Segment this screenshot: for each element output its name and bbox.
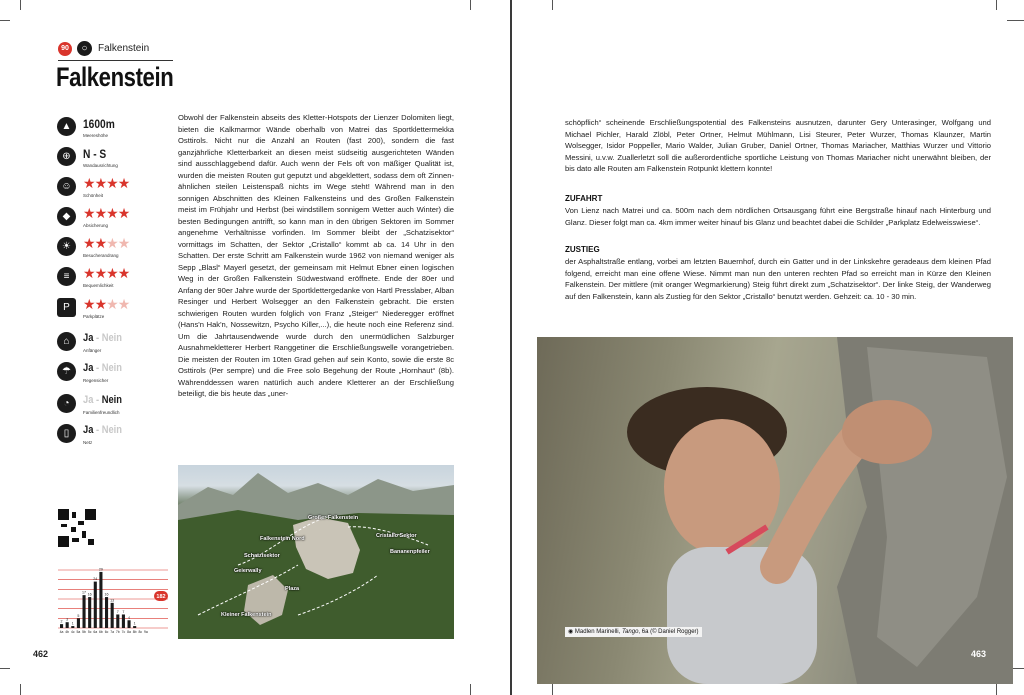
sofa-icon: ≡ xyxy=(57,267,76,286)
star-rating xyxy=(83,296,129,313)
x-tick-label: 8c xyxy=(138,630,143,634)
bar-value-label: 7 xyxy=(122,609,125,614)
star-icon: ★ xyxy=(106,175,118,191)
fact-caption: Schönheit xyxy=(83,193,104,198)
page-number: 462 xyxy=(33,649,49,659)
crop-mark xyxy=(470,684,471,695)
bar-value-label: 7 xyxy=(116,609,119,614)
bar xyxy=(133,626,136,628)
aerial-label: Großer Falkenstein xyxy=(308,515,359,521)
bar xyxy=(94,582,97,628)
bar xyxy=(71,626,74,628)
bar-value-label: 16 xyxy=(104,592,109,597)
fact-caption: Absicherung xyxy=(83,223,109,228)
fact-row xyxy=(57,424,167,452)
bar-value-label: 5 xyxy=(77,613,80,618)
fact-caption: Netz xyxy=(83,440,93,445)
x-tick-label: 8a xyxy=(127,630,131,634)
bar xyxy=(60,624,63,628)
aerial-photo xyxy=(178,465,454,639)
chapter-number-badge: 90 xyxy=(58,42,72,56)
separator: - xyxy=(93,332,102,344)
yes-label: Ja xyxy=(83,332,94,344)
fact-value: 1600m xyxy=(83,117,115,131)
crop-mark xyxy=(20,684,21,695)
fact-caption: Familienfreundlich xyxy=(83,410,120,415)
star-icon: ★ xyxy=(106,235,118,251)
star-icon: ★ xyxy=(106,205,118,221)
x-tick-label: 4b xyxy=(65,630,70,634)
yes-no-indicator xyxy=(83,362,122,374)
star-rating xyxy=(83,175,129,192)
grade-distribution-chart xyxy=(56,564,172,642)
no-label: Nein xyxy=(101,332,122,344)
fact-row xyxy=(57,362,167,390)
fact-row xyxy=(57,332,167,360)
bar xyxy=(105,597,108,628)
star-rating xyxy=(83,205,129,222)
star-icon: ★ xyxy=(83,265,95,281)
star-icon: ★ xyxy=(94,265,107,281)
yes-label: Ja xyxy=(83,394,94,406)
yes-no-indicator xyxy=(83,332,122,344)
crop-mark xyxy=(1007,20,1024,21)
star-icon: ★ xyxy=(117,235,130,251)
fact-row xyxy=(57,147,167,175)
rain-icon: ☂ xyxy=(57,362,76,381)
fact-row xyxy=(57,117,167,145)
section-text-zustieg: der Asphaltstraße entlang, vorbei am letzten Bauernhof, durch ein Gatter und in der Linkskehre geradeaus dem kleinen Pfad folgend, erreicht man eine offene Wiese. Nimmt man nun den unteren rechten Pfad so erreicht man in Kürze den Kleinen Falkenstein. Der mittlere (mit oranger Wegmarkierung) Steig führt direkt zum „Schatzisektor“. Der linke Steig, der Wanderweg auf den Falkenstein, kann als Zustieg für den Sektor „Cristallo“ benutzt werden. Gehzeit: ca. 10 - 30 min. xyxy=(565,257,991,301)
smiley-icon: ☺ xyxy=(57,177,76,196)
fact-value: N - S xyxy=(83,147,107,161)
globe-icon: ○ xyxy=(77,41,92,56)
section-heading-zustieg: ZUSTIEG xyxy=(565,245,600,254)
crop-mark xyxy=(552,684,553,695)
bar xyxy=(99,572,102,628)
stroller-icon: ◔ xyxy=(57,394,76,413)
aerial-label: Bananenpfeiler xyxy=(390,549,430,555)
star-icon: ★ xyxy=(94,296,107,312)
bar-value-label: 17 xyxy=(82,590,87,595)
breadcrumb: Falkenstein xyxy=(98,43,150,54)
bar xyxy=(88,597,91,628)
x-tick-label: 5c xyxy=(87,630,92,634)
star-icon: ★ xyxy=(83,296,95,312)
page-number: 463 xyxy=(971,649,987,659)
bar-value-label: 1 xyxy=(133,621,136,626)
qr-code xyxy=(58,509,96,547)
star-icon: ★ xyxy=(94,175,107,191)
photo-caption xyxy=(565,627,702,637)
bar-value-label: 16 xyxy=(87,592,92,597)
crop-mark xyxy=(996,0,997,10)
separator: - xyxy=(93,362,102,374)
bar-value-label: 4 xyxy=(128,615,131,620)
fact-caption: Regensicher xyxy=(83,378,109,383)
bar xyxy=(122,614,125,628)
aerial-label: Geierwally xyxy=(234,568,262,574)
yes-label: Ja xyxy=(83,424,94,436)
star-icon: ★ xyxy=(117,296,130,312)
x-tick-label: 7c xyxy=(121,630,126,634)
separator: - xyxy=(93,424,102,436)
phone-icon: ▯ xyxy=(57,424,76,443)
bar-value-label: 2 xyxy=(60,619,63,624)
history-text: schöpflich“ scheinende Erschließungspotential des Falkensteins ausnutzen, darunter Gery Unterasinger, Wolfgang und Michael Pichler, Harald Zlöbl, Peter Ortner, Helmut Mühlmann, Lisi Steurer, Peter Wurzer, Thomas Klaunzer, Martin Wolsegger, Isidor Poppeller, Mario Walder, Julian Gruber, Daniel Ortner, Thomas Mariacher, Matthias Wurzer und Vittorio Messini, u.v.w. Zuallerletzt soll die außerordentliche sportliche Leistung von Thomas Mariacher nicht unerwähnt bleiben, der bis dato alle Routen am Falkenstein Rotpunkt klettern konnte! xyxy=(565,118,991,173)
fact-caption: Anfänger xyxy=(83,348,102,353)
bar xyxy=(83,595,86,628)
aerial-label: Plaza xyxy=(285,586,300,592)
separator: - xyxy=(93,394,102,406)
header-rule xyxy=(58,60,173,61)
star-icon: ★ xyxy=(117,175,130,191)
sun-icon: ☀ xyxy=(57,237,76,256)
mountain-icon: ▲ xyxy=(57,117,76,136)
fact-row xyxy=(57,237,167,265)
bar xyxy=(116,614,119,628)
bar-value-label: 29 xyxy=(98,567,103,572)
star-rating xyxy=(83,265,129,282)
star-icon: ★ xyxy=(83,235,95,251)
star-icon: ★ xyxy=(94,235,107,251)
fact-row xyxy=(57,298,167,326)
fact-caption: Bequemlichkeit xyxy=(83,283,114,288)
section-text-zufahrt: Von Lienz nach Matrei und ca. 500m nach dem nördlichen Ortsausgang führt eine Bergstraße hinauf nach Hinterburg und Glanz. Dieser folgt man ca. 4km immer weiter hinauf bis Glanz und beachtet dabei die Schilder „Parkplatz Edelweisswiese“. xyxy=(565,206,991,227)
fact-caption: Wandausrichtung xyxy=(83,163,118,168)
fact-caption: Meereshöhe xyxy=(83,133,109,138)
x-tick-label: 6a xyxy=(93,630,98,634)
bar xyxy=(77,618,80,628)
aerial-label: Cristallo Sektor xyxy=(376,533,417,539)
intro-text: Obwohl der Falkenstein abseits des Kletter-Hotspots der Lienzer Dolomiten liegt, bieten die Kalkmarmor Wände oberhalb von Matrei das Sportklettermekka Osttirols. Nicht nur die Anzahl an Routen (fast 200), sondern die fast ganzjährliche Kletterbarkeit an diesen meist südseitig ausgerichteten Wänden sind ausschlaggebend dafür. Auch wenn der Fels oft von mäßiger Qualität ist, wurden die meisten Routen gut geputzt und abgeklettert, sodass dem oft Zinnen-ähnlichen steilen Leistenspaß nichts im Wege steht! Während man in den sonnigen Abschnitten des Kleinen Falkensteins und des Großen Falkenstein meist im Frühjahr und Herbst (bei windstillem sonnigem Wetter auch Winter) die besten Bedingungen antrifft, so kann man in den übrigen Sektoren im Sommer angenehme Verhältnisse vorfinden. Im Sommer bleibt der „Schatzisektor“ vormittags im Schatten, der Sektor „Cristallo“ kommt ab ca. 14 Uhr in den Schatten. Der erste Schritt am Falkenstein wurde 1962 von niemand weniger als Sepp „Blasl“ Mayerl gesetzt, der gemeinsam mit Helmut Ebner einen logischen Weg in der Großen Falkenstein Südwestwand eröffnete. Ende der 80er und Anfang der 90er Jahre wurde der Sportklettergedanke von Hartl Presslaber, Alban Resinger und Herbert Wolsegger an den Falkenstein gebracht. Die ersten schwierigen Routen wurden folglich von Franz „Steiger“ Niederegger eröffnet (Hans'n Hak'n, Nossewitzn, Psycho Killer,...), die heute noch eine Referenz sind. Um die Jahrtausendwende wurde durch den unermüdlichen Salzburger Ausnahmekletterer Herbert Ranggetiner die Erschließungswelle vorangetrieben. Die meisten der Routen im 10ten Grad gehen auf sein Konto, sowie die erste 8c Osttirols (Per sempre) und die Free solo Begehung der Route „Hornhaut“ (8b). Währenddessen waren natürlich auch andere Kletterer an der Erschließung beteiligt, die bis heute das „uner- xyxy=(178,113,454,398)
x-tick-label: 6c xyxy=(104,630,109,634)
camera-icon: ◉ xyxy=(568,629,575,635)
crop-mark xyxy=(552,0,553,10)
fact-caption: Parkplätze xyxy=(83,314,105,319)
x-tick-label: 9a xyxy=(144,630,148,634)
x-tick-label: 7b xyxy=(115,630,120,634)
no-label: Nein xyxy=(101,362,122,374)
left-page xyxy=(0,0,510,695)
caption-route: Tango xyxy=(621,629,639,635)
bar-value-label: 1 xyxy=(71,621,74,626)
aerial-label: Kleiner Falkenstein xyxy=(221,612,272,618)
no-label: Nein xyxy=(101,394,122,406)
bar-value-label: 24 xyxy=(93,577,98,582)
bar-value-label: 13 xyxy=(110,598,115,603)
right-page xyxy=(512,0,1024,695)
star-icon: ★ xyxy=(117,265,130,281)
star-icon: ★ xyxy=(94,205,107,221)
x-tick-label: 7a xyxy=(110,630,115,634)
fact-row xyxy=(57,207,167,235)
star-icon: ★ xyxy=(106,265,118,281)
compass-icon: ⊕ xyxy=(57,147,76,166)
star-icon: ★ xyxy=(83,205,95,221)
crop-mark xyxy=(470,0,471,10)
bar xyxy=(111,603,114,628)
bar-value-label: 3 xyxy=(66,617,69,622)
no-label: Nein xyxy=(101,424,122,436)
yes-label: Ja xyxy=(83,362,94,374)
crop-mark xyxy=(20,0,21,10)
caption-prefix: Madlen Marinelli, xyxy=(574,629,622,635)
caption-suffix: , 6a (© Daniel Rogger) xyxy=(638,629,699,635)
parking-icon: P xyxy=(57,298,76,317)
bar xyxy=(66,622,69,628)
star-icon: ★ xyxy=(83,175,95,191)
fact-row xyxy=(57,177,167,205)
section-heading-zufahrt: ZUFAHRT xyxy=(565,194,603,203)
fact-row xyxy=(57,267,167,295)
total-label: 182 xyxy=(156,594,166,601)
yes-no-indicator xyxy=(83,424,122,436)
crop-mark xyxy=(0,668,10,669)
aerial-label: Falkenstein Nord xyxy=(260,536,305,542)
x-tick-label: 4c xyxy=(70,630,75,634)
fact-caption: Besucherandrang xyxy=(83,253,119,258)
aerial-label: Schatzisektor xyxy=(244,553,280,559)
page-title: Falkenstein xyxy=(56,62,174,92)
x-tick-label: 4a xyxy=(59,630,64,634)
star-icon: ★ xyxy=(106,296,118,312)
shield-icon: ◆ xyxy=(57,207,76,226)
crop-mark xyxy=(0,20,10,21)
star-rating xyxy=(83,235,129,252)
star-icon: ★ xyxy=(117,205,130,221)
beginner-icon: ⌂ xyxy=(57,332,76,351)
x-tick-label: 6b xyxy=(99,630,103,634)
x-tick-label: 5b xyxy=(82,630,86,634)
yes-no-indicator xyxy=(83,394,122,406)
crop-mark xyxy=(996,684,997,695)
bar xyxy=(128,620,131,628)
fact-row xyxy=(57,394,167,422)
x-tick-label: 8b xyxy=(132,630,137,634)
x-tick-label: 5a xyxy=(76,630,81,634)
